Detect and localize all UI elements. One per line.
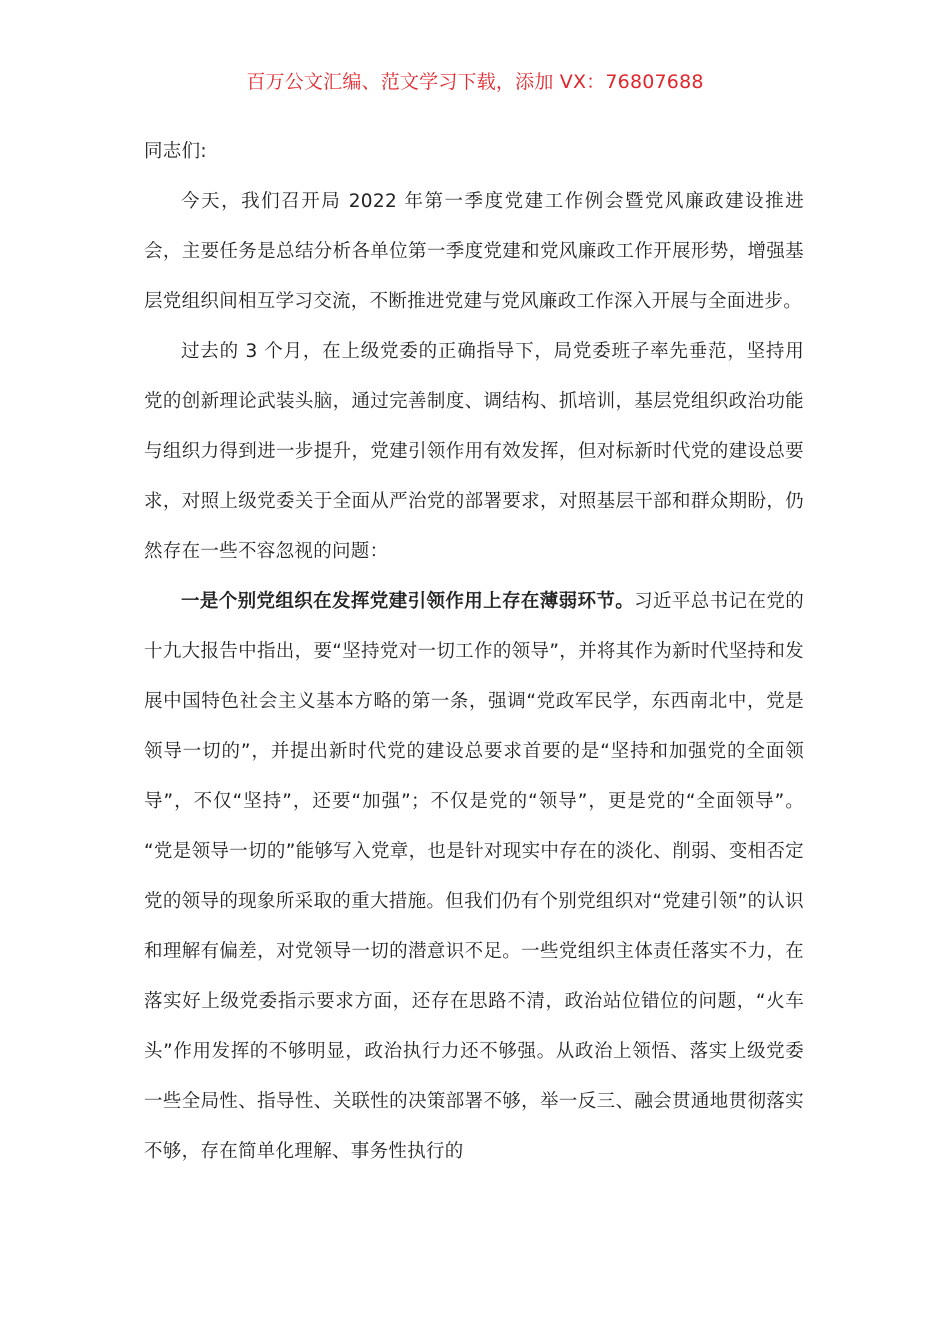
document-body xyxy=(144,127,804,1177)
paragraph-intro: 今天，我们召开局 2022 年第一季度党建工作例会暨党风廉政建设推进会，主要任务是总结分析各单位第一季度党建和党风廉政工作开展形势，增强基层党组织间相互学习交流，不断推进党建与党风廉政工作深入开展与全面进步。 xyxy=(144,191,804,312)
paragraph-issue-one xyxy=(144,577,804,1177)
issue-one-heading: 一是个别党组织在发挥党建引领作用上存在薄弱环节。 xyxy=(181,591,635,612)
header-banner: 百万公文汇编、范文学习下载，添加 VX：76807688 xyxy=(246,71,704,93)
issue-one-text: 习近平总书记在党的十九大报告中指出，要“坚持党对一切工作的领导”，并将其作为新时代坚持和发展中国特色社会主义基本方略的第一条，强调“党政军民学，东西南北中，党是领导一切的”，并提出新时代党的建设总要求首要的是“坚持和加强党的全面领导”，不仅“坚持”，还要“加强”；不仅是党的“领导”，更是党的“全面领导”。 “党是领导一切的”能够写入党章，也是针对现实中存在的淡化、削弱、变相否定党的领导的现象所采取的重大措施。但我们仍有个别党组织对“党建引领”的认识和理解有偏差，对党领导一切的潜意识不足。一些党组织主体责任落实不力，在落实好上级党委指示要求方面，还存在思路不清，政治站位错位的问题，“火车头”作用发挥的不够明显，政治执行力还不够强。从政治上领悟、落实上级党委一些全局性、指导性、关联性的决策部署不够，举一反三、融会贯通地贯彻落实不够，存在简单化理解、事务性执行的 xyxy=(144,591,805,1162)
salutation: 同志们: xyxy=(144,141,207,162)
paragraph-review: 过去的 3 个月，在上级党委的正确指导下，局党委班子率先垂范，坚持用党的创新理论武装头脑，通过完善制度、调结构、抓培训，基层党组织政治功能与组织力得到进一步提升，党建引领作用有效发挥，但对标新时代党的建设总要求，对照上级党委关于全面从严治党的部署要求，对照基层干部和群众期盼，仍然存在一些不容忽视的问题： xyxy=(144,341,804,562)
